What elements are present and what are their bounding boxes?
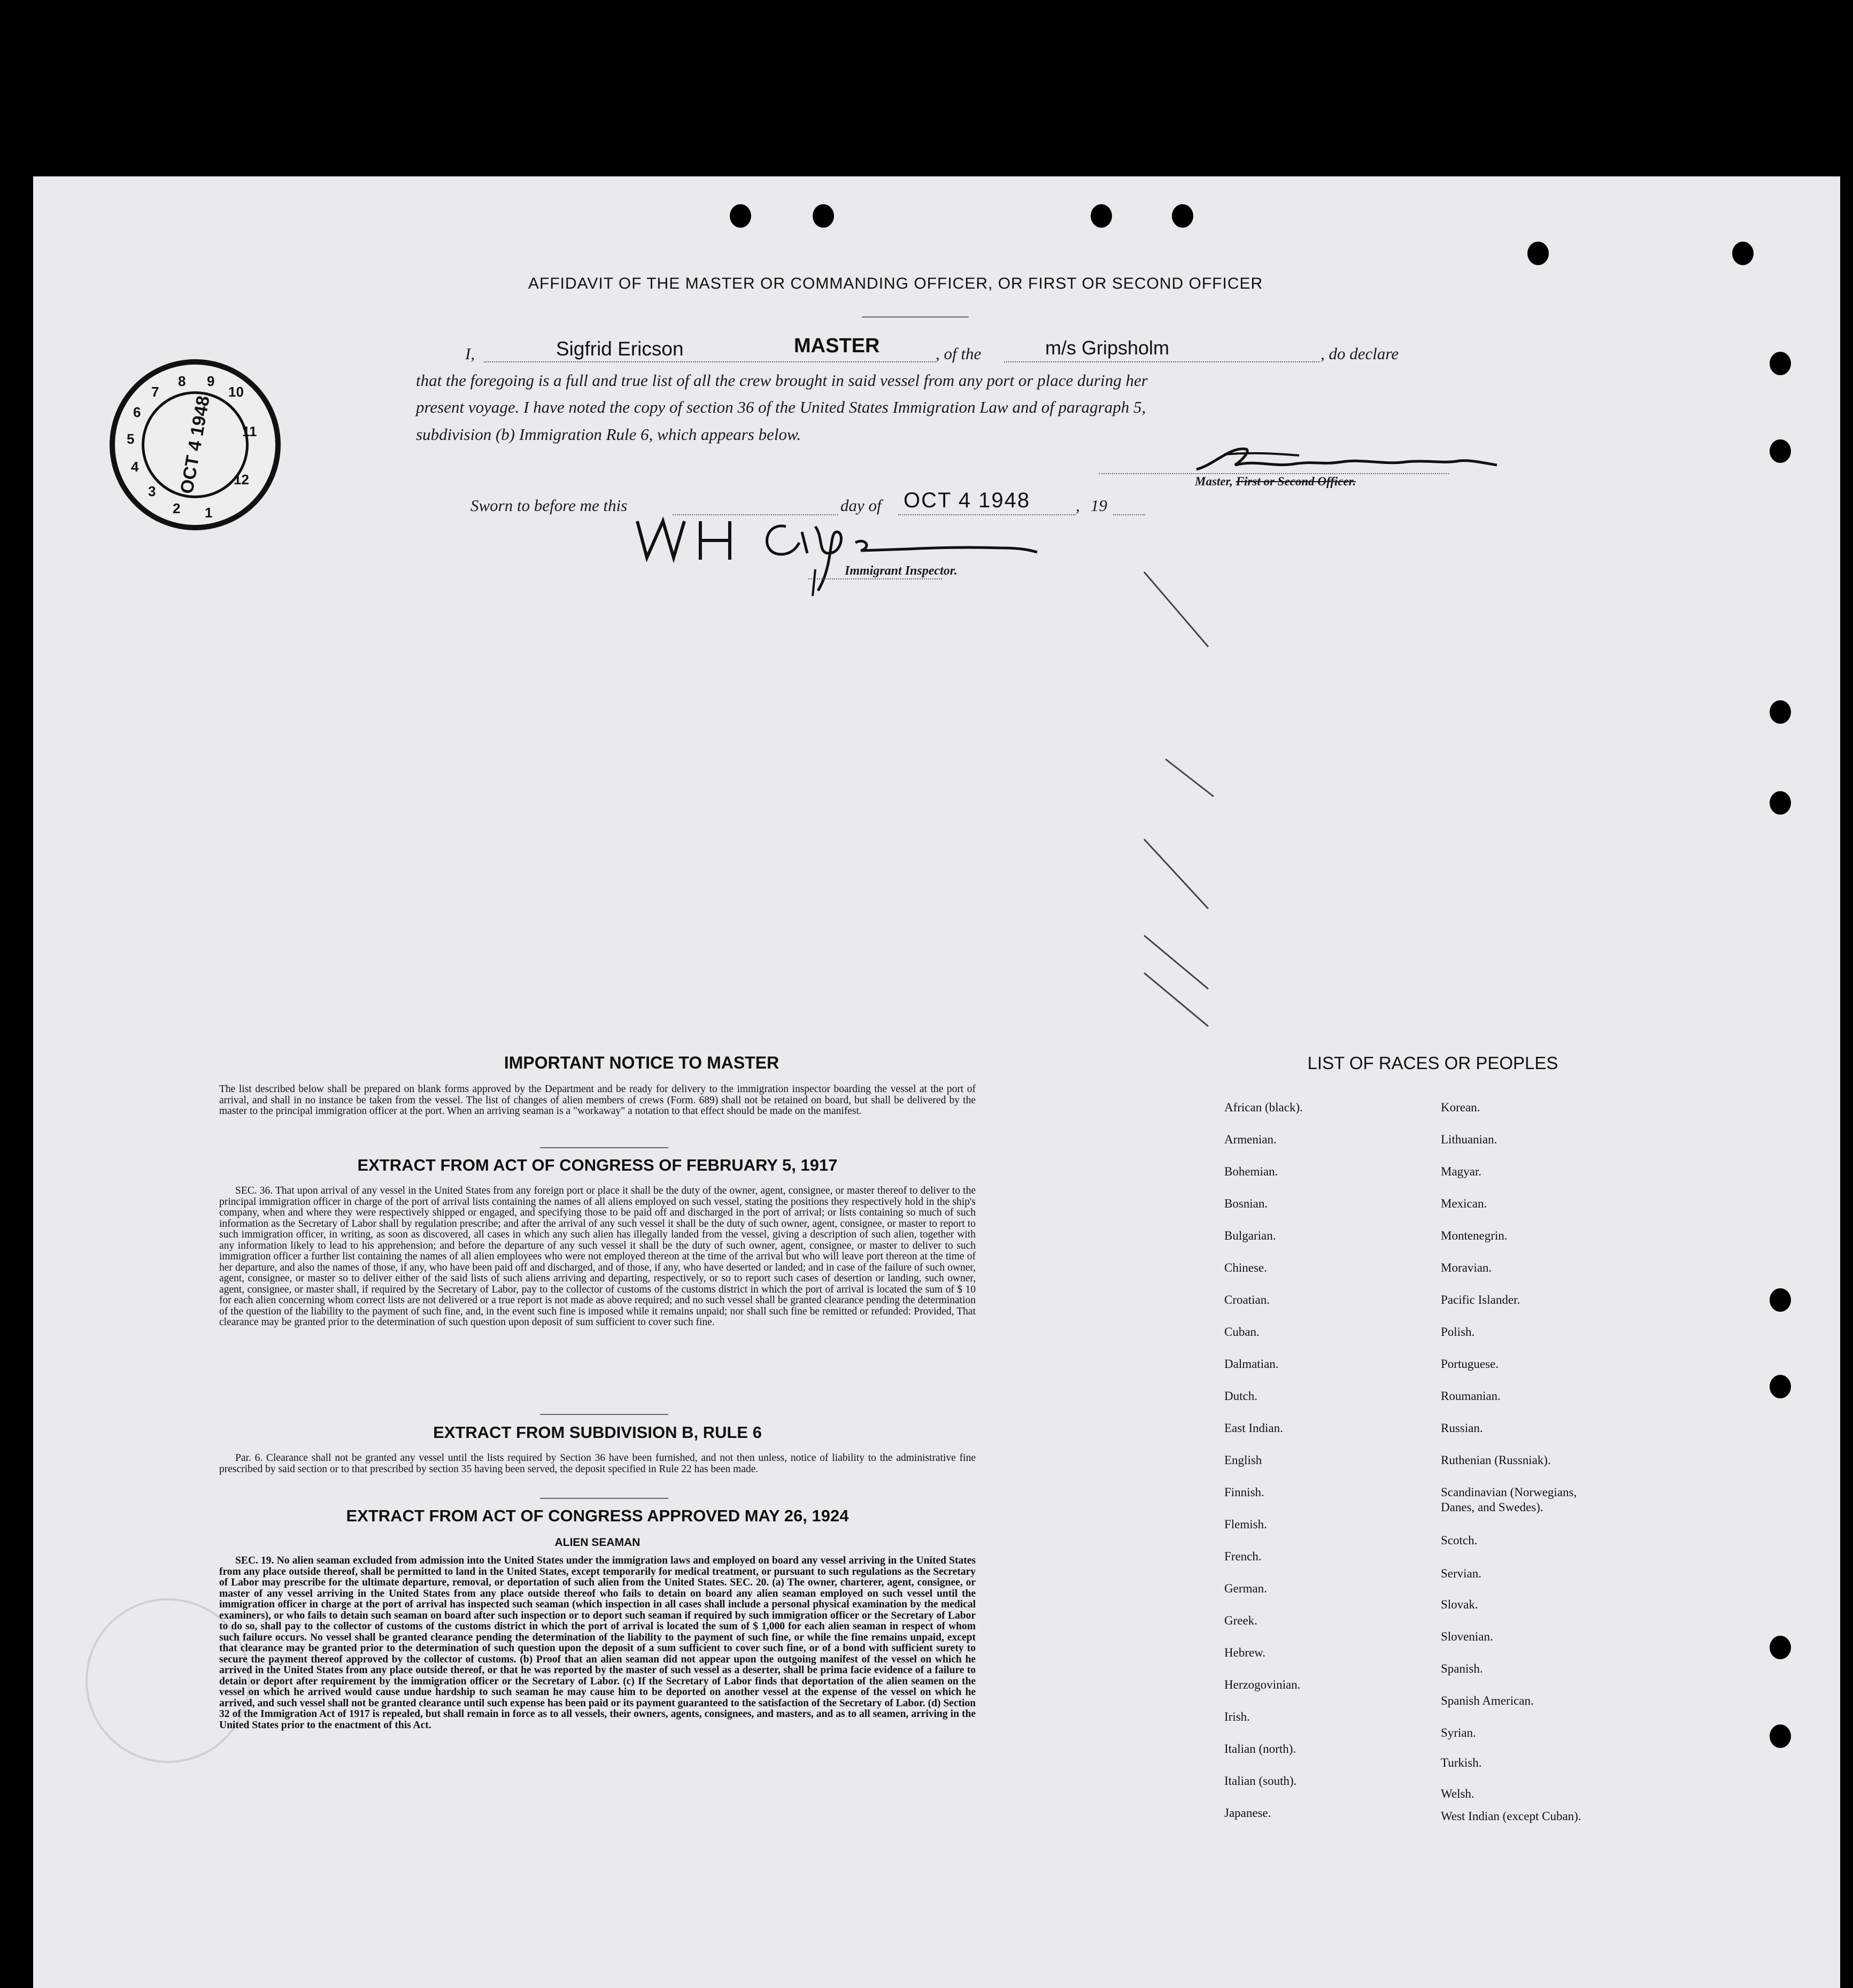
pencil-marks bbox=[1133, 567, 1230, 1037]
race-right-item: Lithuanian. bbox=[1441, 1133, 1497, 1146]
stamp-digit-6: 6 bbox=[133, 404, 141, 420]
punch-hole-right-10 bbox=[1770, 1724, 1791, 1748]
inspector-caption: Immigrant Inspector. bbox=[845, 564, 958, 578]
date-stamp: OCT 4 1948 bbox=[904, 489, 1031, 512]
race-right-item: Spanish American. bbox=[1441, 1694, 1534, 1707]
master-rank: MASTER bbox=[794, 335, 880, 357]
stamp-center-text: OCT 4 1948 bbox=[176, 394, 214, 496]
race-left-item: Italian (south). bbox=[1224, 1774, 1297, 1788]
race-right-item: Syrian. bbox=[1441, 1726, 1476, 1739]
inspector-signature-rule bbox=[808, 578, 942, 579]
punch-hole-right-9 bbox=[1770, 1636, 1791, 1659]
race-right-item: Mexican. bbox=[1441, 1197, 1487, 1210]
punch-hole-top-4 bbox=[1172, 204, 1193, 228]
stamp-digit-12: 12 bbox=[234, 471, 249, 488]
stamp-digit-3: 3 bbox=[148, 483, 156, 499]
race-left-item: Flemish. bbox=[1224, 1518, 1267, 1531]
race-right-item: Servian. bbox=[1441, 1567, 1482, 1580]
race-right-item: Russian. bbox=[1441, 1421, 1483, 1435]
stamp-digit-9: 9 bbox=[207, 373, 215, 389]
punch-hole-top-2 bbox=[813, 204, 834, 228]
naturalization-stamp bbox=[110, 359, 281, 530]
extract-1924-body: SEC. 19. No alien seaman excluded from admission into the United States under the immigration laws and employed on board any vessel arriving in the United States from any place outside thereof, shall be permitted to land in the United States, except temporarily for medical treatment, or pursuant to such regulations as the Secretary of Labor may prescribe for the ultimate departure, removal, or deportation of such alien from the United States. SEC. 20. (a) The owner, charterer, agent, consignee, or master of any vessel arriving in the United States from any place outside thereof who fails to detain on board any alien seaman employed on such vessel until the immigration officer in charge at the port of arrival has inspected such seaman (which inspection in all cases shall include a personal physical examination by the medical examiners), or who fails to detain such seaman on board after such inspection or to deport such seaman if required by such immigration officer or the Secretary of Labor to do so, shall pay to the collector of customs of the customs district in which the port of arrival is located the sum of $ 1,000 for each alien seaman in respect of whom such failure occurs. No vessel shall be granted clearance pending the determination of the liability to the payment of such fine, or while the fine remains unpaid, except that clearance may be granted prior to the determination of such question upon the deposit of a sum sufficient to cover such fine, or of a bond with sufficient surety to secure the payment thereof approved by the collector of customs. (b) Proof that an alien seaman did not appear upon the outgoing manifest of the vessel on which he arrived in the United States from any place outside thereof, or that he was reported by the master of such vessel as a deserter, shall be prima facie evidence of a failure to detain or deport after requirement by the immigration officer or the Secretary of Labor. (c) If the Secretary of Labor finds that deportation of the alien seamen on the vessel on which he arrived would cause undue hardship to such seaman he may cause him to be deported on another vessel at the expense of the vessel on which he arrived, and such vessel shall not be granted clearance until such expense has been paid or its payment guaranteed to the satisfaction of the Secretary of Labor. (d) Section 32 of the Immigration Act of 1917 is repealed, but shall remain in force as to all vessels, their owners, agents, consignees, and masters, and as to all seamen, arriving in the United States prior to the enactment of this Act. bbox=[219, 1555, 976, 1731]
date-comma: , bbox=[1076, 496, 1080, 515]
affidavit-i: I, bbox=[465, 344, 475, 363]
extract-1917-heading: EXTRACT FROM ACT OF CONGRESS OF FEBRUARY 5, 1917 bbox=[357, 1156, 838, 1174]
race-left-item: East Indian. bbox=[1224, 1421, 1283, 1435]
stamp-digit-2: 2 bbox=[173, 500, 181, 516]
vessel-name: m/s Gripsholm bbox=[1045, 337, 1170, 359]
race-left-item: French. bbox=[1224, 1550, 1262, 1563]
race-left-item: Cuban. bbox=[1224, 1325, 1260, 1339]
race-left-item: Irish. bbox=[1224, 1710, 1250, 1723]
race-right-item: Pacific Islander. bbox=[1441, 1293, 1520, 1306]
master-signature-rule bbox=[1099, 473, 1449, 474]
extract-1924-subheading: ALIEN SEAMAN bbox=[554, 1536, 640, 1549]
extract-1924-heading: EXTRACT FROM ACT OF CONGRESS APPROVED MAY 26, 1924 bbox=[346, 1506, 849, 1525]
race-left-item: Dalmatian. bbox=[1224, 1357, 1279, 1371]
race-right-item: Roumanian. bbox=[1441, 1389, 1501, 1403]
day-of-text: day of bbox=[840, 496, 882, 515]
race-right-item: Korean. bbox=[1441, 1101, 1480, 1114]
sworn-text: Sworn to before me this bbox=[470, 496, 628, 515]
affidavit-do-declare: , do declare bbox=[1321, 344, 1399, 363]
stamp-digit-1: 1 bbox=[205, 505, 213, 521]
rule-6-heading: EXTRACT FROM SUBDIVISION B, RULE 6 bbox=[433, 1423, 762, 1442]
race-right-item: Scandinavian (Norwegians, Danes, and Swedes). bbox=[1441, 1486, 1577, 1514]
stamp-digit-8: 8 bbox=[178, 373, 186, 389]
master-caption-master: Master, bbox=[1195, 475, 1233, 488]
inspector-signature bbox=[631, 510, 1048, 607]
stamp-digit-4: 4 bbox=[131, 459, 139, 475]
stamp-digit-7: 7 bbox=[151, 384, 159, 400]
master-name: Sigfrid Ericson bbox=[556, 338, 684, 360]
race-right-item: Slovak. bbox=[1441, 1598, 1478, 1611]
race-left-item: Croatian. bbox=[1224, 1293, 1270, 1306]
race-left-item: Bohemian. bbox=[1224, 1165, 1278, 1178]
punch-hole-top-3 bbox=[1091, 204, 1112, 228]
punch-hole-right-3 bbox=[1770, 352, 1791, 375]
master-signature bbox=[1192, 444, 1502, 476]
race-left-item: Japanese. bbox=[1224, 1806, 1271, 1820]
race-right-item: Montenegrin. bbox=[1441, 1229, 1508, 1242]
race-left-item: Herzogovinian. bbox=[1224, 1678, 1301, 1691]
year-rule bbox=[1113, 514, 1145, 515]
race-right-item: Ruthenian (Russniak). bbox=[1441, 1453, 1551, 1467]
notice-divider bbox=[540, 1147, 668, 1148]
race-right-item: Magyar. bbox=[1441, 1165, 1482, 1178]
race-right-item: Moravian. bbox=[1441, 1261, 1492, 1274]
stamp-digit-5: 5 bbox=[127, 431, 135, 447]
race-right-item: Turkish. bbox=[1441, 1756, 1482, 1769]
race-left-item: Hebrew. bbox=[1224, 1646, 1266, 1659]
rule-6-divider bbox=[540, 1498, 668, 1499]
affidavit-line-2: that the foregoing is a full and true list of all the crew brought in said vessel from any port or place during her bbox=[416, 371, 1148, 390]
affidavit-title: AFFIDAVIT OF THE MASTER OR COMMANDING OFFICER, OR FIRST OR SECOND OFFICER bbox=[528, 275, 1263, 292]
race-right-item: Polish. bbox=[1441, 1325, 1475, 1339]
notice-body: The list described below shall be prepared on blank forms approved by the Department and be ready for delivery to the immigration inspector boarding the vessel at the port of arrival, and shall in no instance be taken from the vessel. The list of changes of alien members of crews (Form. 689) shall not be retained on board, but shall be delivered by the master to the principal immigration officer at the port. When an arriving seaman is a "workaway" a notation to that effect should be made on the manifest. bbox=[219, 1084, 976, 1117]
punch-hole-right-1 bbox=[1527, 242, 1549, 265]
affidavit-line-3: present voyage. I have noted the copy of section 36 of the United States Immigration Law and of paragraph 5, bbox=[416, 398, 1146, 416]
race-right-item: Spanish. bbox=[1441, 1662, 1483, 1675]
punch-hole-right-5 bbox=[1770, 700, 1791, 724]
master-caption-struck: First or Second Officer. bbox=[1236, 475, 1356, 488]
stamp-digit-10: 10 bbox=[228, 384, 244, 400]
extract-1917-divider bbox=[540, 1414, 668, 1415]
race-right-item: West Indian (except Cuban). bbox=[1441, 1809, 1581, 1823]
race-left-item: Italian (north). bbox=[1224, 1742, 1296, 1755]
race-left-item: Chinese. bbox=[1224, 1261, 1267, 1274]
race-right-item: Scotch. bbox=[1441, 1534, 1478, 1547]
race-left-item: Greek. bbox=[1224, 1614, 1257, 1627]
punch-hole-right-7 bbox=[1770, 1288, 1791, 1312]
race-left-item: Bosnian. bbox=[1224, 1197, 1268, 1210]
race-right-item: Portuguese. bbox=[1441, 1357, 1499, 1371]
title-divider bbox=[862, 316, 969, 318]
vessel-rule bbox=[1004, 361, 1319, 362]
year-prefix: 19 bbox=[1091, 496, 1107, 515]
race-left-item: Bulgarian. bbox=[1224, 1229, 1276, 1242]
extract-1917-body: SEC. 36. That upon arrival of any vessel in the United States from any foreign port or place it shall be the duty of the owner, agent, consignee, or master thereof to deliver to the principal immigration officer in charge of the port of arrival lists containing the names of all aliens employed on such vessel, stating the positions they respectively hold in the ship's company, when and where they were respectively shipped or engaged, and specifying those to be paid off and discharged in the port of arrival; or lists containing so much of such information as the Secretary of Labor shall by regulation prescribe; and after the arrival of any such vessel it shall be the duty of such owner, agent, consignee, or master to report to such immigration officer, in writing, as soon as discovered, all cases in which any such alien has illegally landed from the vessel, giving a description of such alien, together with any information likely to lead to his apprehension; and before the departure of any such vessel it shall be the duty of such owner, agent, consignee, or master to deliver to such immigration officer a further list containing the names of all alien employees who were not employed thereon at the time of the arrival but who will leave port thereon at the time of her departure, and also the names of those, if any, who have been paid off and discharged, and of those, if any, who have deserted or landed; and in case of the failure of such owner, agent, consignee, or master so to deliver either of the said lists of such aliens arriving and departing, respectively, or so to report such cases of desertion or landing, such owner, agent, consignee, or master shall, if required by the Secretary of Labor, pay to the collector of customs of the customs district in which the port of arrival is located the sum of $ 10 for each alien concerning whom correct lists are not delivered or a true report is not made as above required; and no such vessel shall be granted clearance pending the determination of the question of the liability to the payment of such fine, and, in the event such fine is imposed while it remains unpaid; nor shall such fine be remitted or refunded: Provided, That clearance may be granted prior to the determination of such question upon deposit of sum sufficient to cover such fine. bbox=[219, 1185, 976, 1328]
race-left-item: Finnish. bbox=[1224, 1486, 1264, 1499]
races-heading: LIST OF RACES OR PEOPLES bbox=[1307, 1053, 1558, 1073]
punch-hole-right-4 bbox=[1770, 439, 1791, 463]
notice-heading: IMPORTANT NOTICE TO MASTER bbox=[504, 1053, 779, 1072]
name-rule bbox=[484, 361, 936, 362]
punch-hole-top-1 bbox=[730, 204, 751, 228]
race-left-item: Dutch. bbox=[1224, 1389, 1257, 1403]
punch-hole-right-2 bbox=[1732, 242, 1754, 265]
affidavit-of-the: , of the bbox=[936, 344, 982, 363]
race-right-item: Welsh. bbox=[1441, 1787, 1474, 1800]
punch-hole-right-6 bbox=[1770, 791, 1791, 815]
race-right-item: Slovenian. bbox=[1441, 1630, 1493, 1643]
rule-6-body: Par. 6. Clearance shall not be granted any vessel until the lists required by Section 36 have been furnished, and not then unless, notice of liability to the administrative fine prescribed by said section or to that prescribed by section 35 having been served, the deposit specified in Rule 22 has been made. bbox=[219, 1452, 976, 1475]
affidavit-line-4: subdivision (b) Immigration Rule 6, which appears below. bbox=[416, 425, 801, 444]
race-left-item: German. bbox=[1224, 1582, 1267, 1595]
punch-hole-right-8 bbox=[1770, 1375, 1791, 1398]
race-left-item: African (black). bbox=[1224, 1101, 1303, 1114]
master-caption bbox=[1195, 475, 1356, 489]
race-left-item: English bbox=[1224, 1453, 1262, 1467]
stamp-digit-11: 11 bbox=[242, 423, 257, 439]
race-left-item: Armenian. bbox=[1224, 1133, 1277, 1146]
